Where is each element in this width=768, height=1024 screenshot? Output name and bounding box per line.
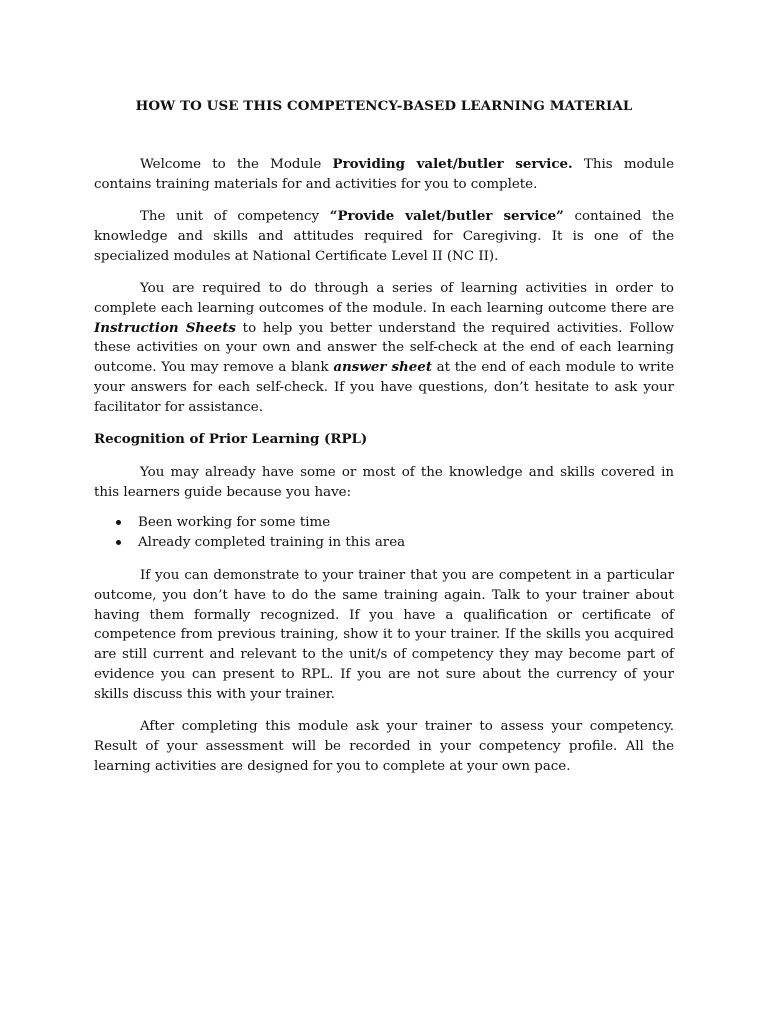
welcome-text-c: This module contains training materials for and activities for you to complete. [94,157,674,192]
list-item [94,513,674,534]
unit-name: “Provide valet/butler service” [329,208,564,225]
unit-text-c: contained the knowledge and skills and attitudes required for Caregiving. It is one of the specialized modules at National Certificate Level II (NC II). [94,209,674,264]
bullet-text: Already completed training in this area [138,535,406,551]
activities-text-a: You are required to do through a series of learning activities in order to complete each learning outcomes of the module. In each learning outcome there are [94,280,674,316]
activities-text-e: at the end of each module to write your answers for each self-check. If you have questions, don’t hesitate to ask your facilitator for assistance. [94,360,674,415]
module-name: Providing valet/butler service. [332,156,573,172]
assessment-paragraph: After completing this module ask your trainer to assess your competency. Result of your assessment will be recorded in your competency profile. All the learning activities are designed for you to complete at your own pace. [94,719,674,774]
activities-text-c: to help you better understand the required activities. Follow these activities on your own and answer the self-check at the end of each learning outcome. You may remove a blank [94,320,674,376]
unit-text-a: The unit of competency [140,209,330,225]
instruction-sheets-term: Instruction Sheets [94,319,236,336]
bullet-icon [116,540,121,545]
rpl-bullet-list [94,513,674,554]
demonstrate-paragraph: If you can demonstrate to your trainer that you are competent in a particular outcome, you don’t have to do the same training again. Talk to your trainer about having them formally recognized. If you have a qualification or certificate of competence from previous training, show it to your trainer. If the skills you acquired are still current and relevant to the unit/s of competency they may become part of evidence you can present to RPL. If you are not sure about the currency of your skills discuss this with your trainer. [94,567,674,702]
bullet-text: Been working for some time [138,514,331,530]
bullet-icon [116,520,121,525]
unit-paragraph [94,207,674,266]
document-title: HOW TO USE THIS COMPETENCY-BASED LEARNING MATERIAL [135,98,633,114]
rpl-intro-paragraph: You may already have some or most of the knowledge and skills covered in this learners guide because you have: [94,464,674,500]
activities-paragraph [94,279,674,418]
document-page [94,98,674,789]
list-item [94,533,674,554]
welcome-text-a: Welcome to the Module [140,157,333,172]
welcome-paragraph [94,155,674,195]
answer-sheet-term: answer sheet [333,359,432,376]
rpl-heading: Recognition of Prior Learning (RPL) [94,431,368,448]
